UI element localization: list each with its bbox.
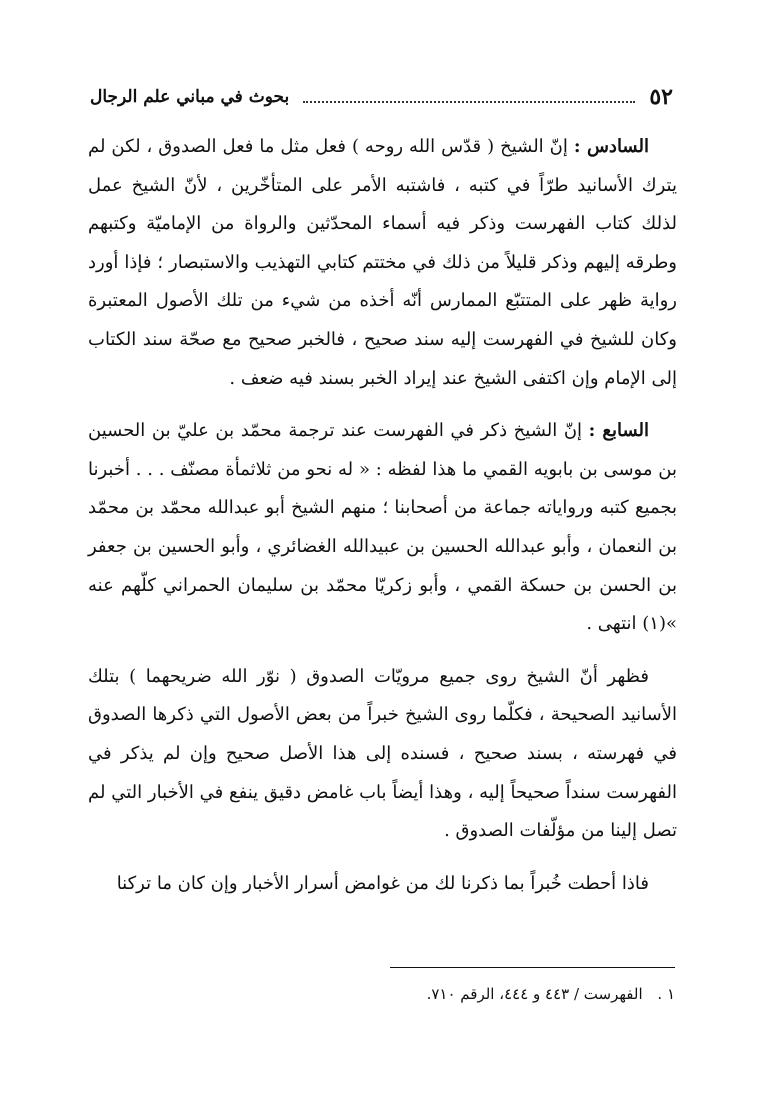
paragraph-text: فاذا أحطت خُبراً بما ذكرنا لك من غوامض أسرار الأخبار وإن كان ما تركنا bbox=[116, 872, 649, 894]
footnote bbox=[88, 985, 675, 1003]
body-text bbox=[88, 128, 677, 903]
paragraph-text: فظهر أنّ الشيخ روى جميع مرويّات الصدوق ( نوّر الله ضريحهما ) بتلك الأسانيد الصحيحة ، فكلّما روى الشيخ خبراً من بعض الأصول التي ذكرها الصدوق في فهرسته ، بسند صحيح ، فسنده إلى هذا الأصل صحيح وإن لم يذكر في الفهرست سنداً صحيحاً إليه ، وهذا أيضاً باب غامض دقيق ينفع في الأخبار التي لم تصل إلينا من مؤلّفات الصدوق . bbox=[88, 665, 677, 842]
running-title: بحوث في مباني علم الرجال bbox=[90, 87, 290, 107]
paragraph-text: إنّ الشيخ ( قدّس الله روحه ) فعل مثل ما فعل الصدوق ، لكن لم يترك الأسانيد طرّاً في كتبه ، فاشتبه الأمر على المتأخّرين ، لأنّ الشيخ عمل لذلك كتاب الفهرست وذكر فيه أسماء المحدّثين والرواة من الإماميّة وكتبهم وطرقه إليهم وذكر قليلاً من ذلك في مختتم كتابي التهذيب والاستبصار ؛ فإذا أورد رواية ظهر على المتتبّع الممارس أنّه أخذه من شيء من تلك الأصول المعتبرة وكان للشيخ في الفهرست إليه سند صحيح ، فالخبر صحيح مع صحّة سند الكتاب إلى الإمام وإن اكتفى الشيخ عند إيراد الخبر بسند فيه ضعف . bbox=[88, 136, 677, 389]
footnote-divider bbox=[390, 967, 675, 968]
footnote-text: الفهرست / ٤٤٣ و ٤٤٤، الرقم ٧١٠. bbox=[426, 985, 643, 1003]
paragraph-text: إنّ الشيخ ذكر في الفهرست عند ترجمة محمّد بن عليّ بن الحسين بن موسى بن بابويه القمي ما هذا لفظه : « له نحو من ثلاثمأة مصنّف . . . أخبرنا بجميع كتبه ورواياته جماعة من أصحابنا ؛ منهم الشيخ أبو عبدالله محمّد بن محمّد بن النعمان ، وأبو عبدالله الحسين بن عبيدالله الغضائري ، وأبو الحسين بن جعفر بن الحسن بن حسكة القمي ، وأبو زكريّا محمّد بن سليمان الحمراني كلّهم عنه »(١) انتهى . bbox=[88, 420, 677, 635]
page-header bbox=[90, 80, 673, 114]
page-number: ٥٢ bbox=[649, 84, 673, 110]
header-dotted-leader bbox=[303, 91, 635, 103]
paragraph-lead: السادس : bbox=[573, 136, 649, 157]
paragraph-continuation bbox=[88, 865, 677, 904]
paragraph-lead: السابع : bbox=[588, 420, 649, 442]
paragraph-sixth bbox=[88, 128, 677, 398]
paragraph-conclusion bbox=[88, 658, 677, 851]
footnote-number: ١ . bbox=[657, 985, 675, 1003]
paragraph-seventh bbox=[88, 412, 677, 644]
